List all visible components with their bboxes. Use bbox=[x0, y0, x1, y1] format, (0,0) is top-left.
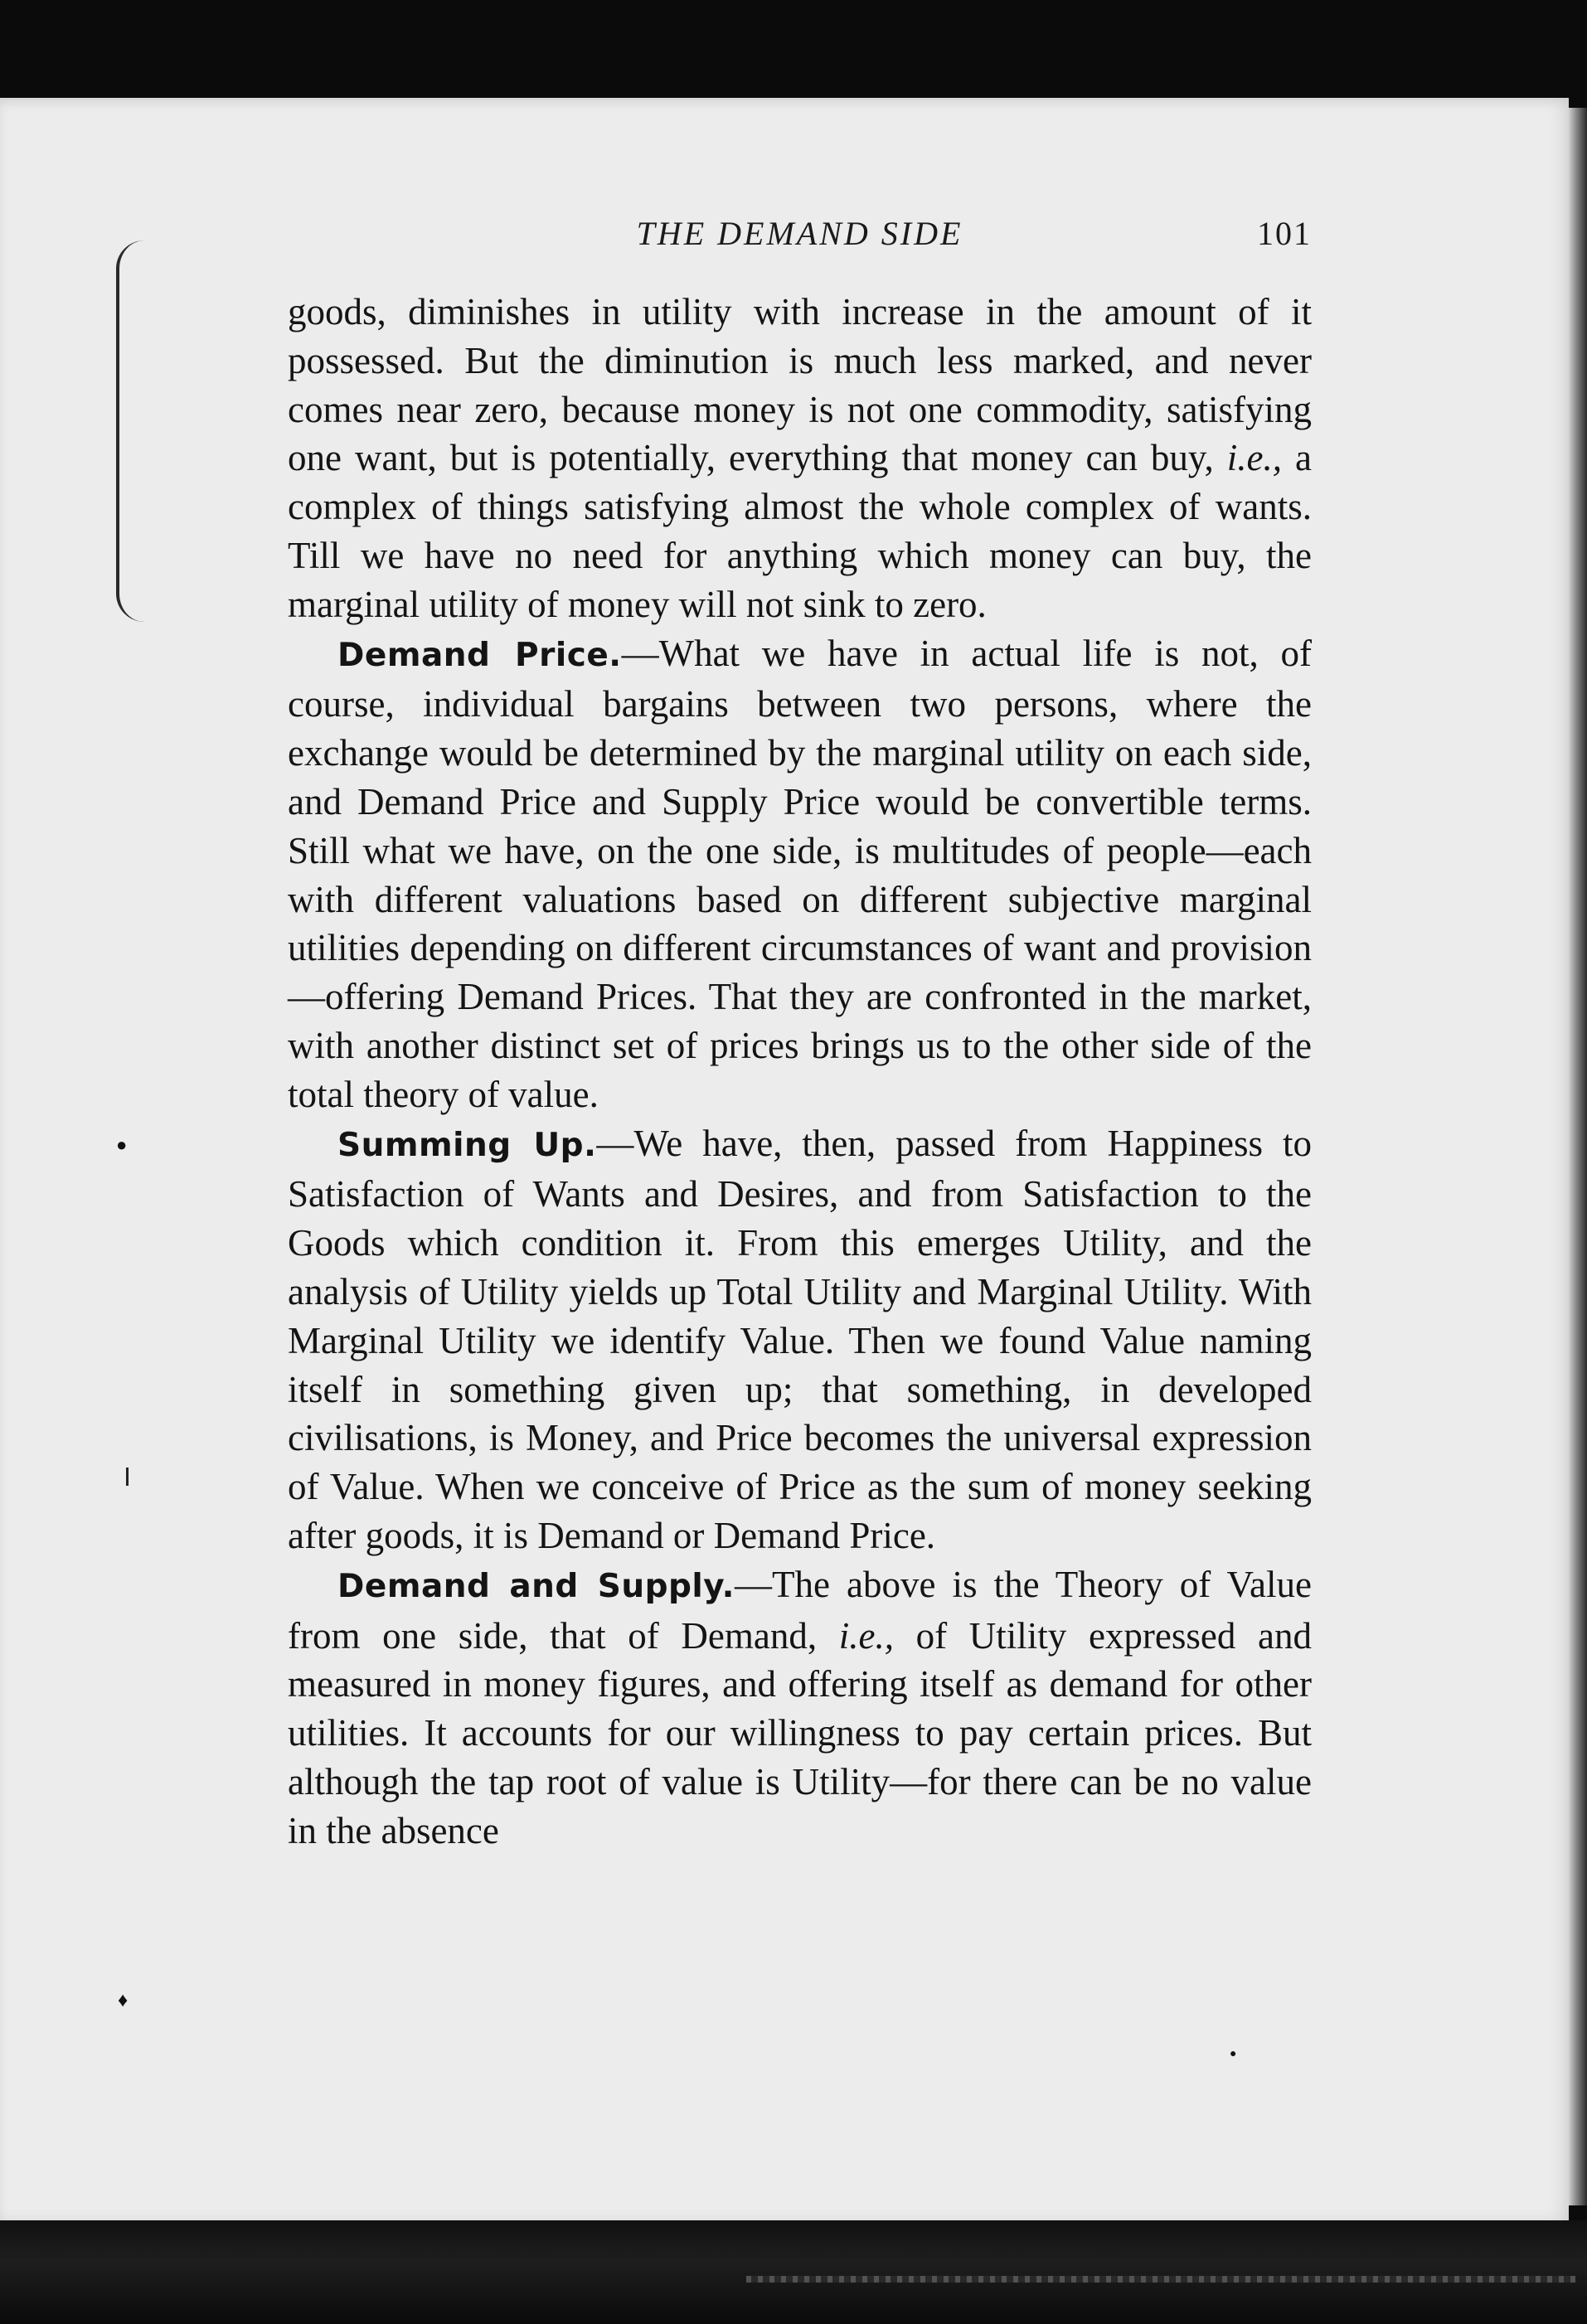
paragraph-summing-up bbox=[288, 1119, 1312, 1560]
page-edge-shadow bbox=[1569, 108, 1587, 2205]
right-margin-dot: ● bbox=[1230, 2048, 1237, 2060]
paragraph-demand-and-supply bbox=[288, 1560, 1312, 1856]
paragraph-summing-up-text: —We have, then, passed from Happiness to Satisfaction of Wants and Desires, and from Satisfaction to the Goods which condition it. From this emerges Utility, and the analysis of Utility yields up Total Utility and Marginal Utility. With Marginal Utility we identify Value. Then we found Value naming itself in something given up; that something, in developed civilisations, is Money, and Price becomes the universal expression of Value. When we conceive of Price as the sum of money seeking after goods, it is Demand or Demand Price. bbox=[288, 1122, 1312, 1556]
margin-tick-mark bbox=[126, 1468, 129, 1486]
abbreviation-ie: i.e., bbox=[838, 1614, 894, 1657]
paragraph-demand-price bbox=[288, 629, 1312, 1119]
section-heading-summing-up: Summing Up. bbox=[337, 1126, 597, 1164]
paragraph-1 bbox=[288, 288, 1312, 629]
paragraph-demand-price-text: —What we have in actual life is not, of course, individual bargains between two persons, where the exchange would be determined by the marginal utility on each side, and Demand Price and Supply Price would be convertible terms. Still what we have, on the one side, is multitudes of people—each with different valuations based on different subjective marginal utilities depending on different circumstances of want and provision—offering Demand Prices. That they are confronted in the market, with another distinct set of prices brings us to the other side of the total theory of value. bbox=[288, 632, 1312, 1115]
body-text bbox=[288, 288, 1312, 1856]
abbreviation-ie: i.e., bbox=[1226, 437, 1282, 479]
page-header bbox=[288, 214, 1312, 264]
section-heading-demand-price: Demand Price. bbox=[337, 636, 622, 674]
page-number: 101 bbox=[1257, 215, 1312, 252]
margin-pencil-brace bbox=[116, 240, 144, 622]
margin-drop-mark: ♦ bbox=[118, 1990, 129, 2011]
scan-bottom-stripe bbox=[746, 2276, 1575, 2283]
paragraph-demand-and-supply-text: —The above is the Theory of Value from one side, that of Demand, i.e., of Utility expressed and measured in money figures, and offering itself as demand for other utilities. It accounts for our willingness to pay certain prices. But although the tap root of value is Utility—for there can be no value in the absence bbox=[288, 1563, 1313, 1851]
running-head: THE DEMAND SIDE bbox=[636, 215, 963, 252]
section-heading-demand-and-supply: Demand and Supply. bbox=[337, 1567, 735, 1605]
scan-bottom-border bbox=[0, 2220, 1587, 2324]
margin-dot-mark: ● bbox=[116, 1134, 128, 1155]
paragraph-1-text: goods, diminishes in utility with increase in the amount of it possessed. But the diminution is much less marked, and never comes near zero, because money is not one commodity, satisfying one want, but is potentially, everything that money can buy, i.e., a complex of things satisfying almost the whole complex of wants. Till we have no need for anything which money can buy, the marginal utility of money will not sink to zero. bbox=[288, 291, 1312, 625]
